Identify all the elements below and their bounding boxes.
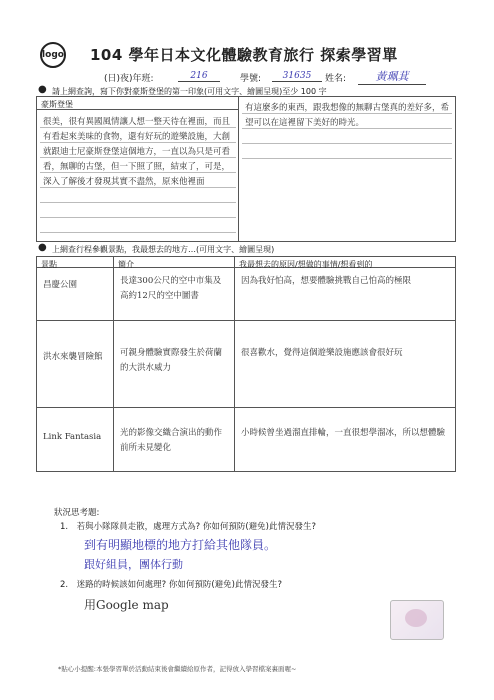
section1-right-answer[interactable]: 有這麼多的東西，跟我想像的無聊古堡真的差好多，希望可以在這裡留下美好的時光。: [242, 99, 452, 159]
table-row-1-intro[interactable]: 長達300公尺的空中市集及高約12尺的空中圖書: [120, 276, 222, 301]
table-row-1-reason[interactable]: 因為我好怕高，想要體驗挑戰自己怕高的極限: [241, 276, 412, 286]
question-1: 1. 若與小隊隊員走散，處理方式為? 你如何預防(避免)此情況發生?: [60, 522, 316, 532]
section1-left-label: 豪斯登堡: [41, 100, 73, 109]
name-label: 姓名:: [325, 74, 347, 84]
day-label: (日)夜)年班:: [104, 74, 154, 84]
sticker-decoration: [405, 609, 427, 627]
row-line-2: [36, 407, 456, 408]
answer-1-line2[interactable]: 跟好組員，團体行動: [84, 558, 183, 571]
table-header-intro: 簡介: [118, 260, 134, 269]
row-line-1: [36, 320, 456, 321]
school-logo-icon: logo: [40, 42, 66, 68]
table-header-place: 景點: [41, 260, 57, 269]
table-row-3-intro[interactable]: 光的影像交織合演出的動作前所未見變化: [120, 428, 223, 453]
bullet-icon: ●: [38, 84, 47, 95]
section1-divider: [238, 96, 239, 242]
table-row-3-reason[interactable]: 小時候曾坐過溜直排輪，一直很想學溜冰，所以想體驗: [241, 428, 446, 438]
table-row-2-reason[interactable]: 很喜歡水，覺得這個遊樂設施應該會很好玩: [241, 348, 403, 358]
section1-prompt: 請上網查詢，寫下你對豪斯登堡的第一印象(可用文字、繪圖呈現)至少 100 字: [52, 87, 327, 96]
table-row-3-place[interactable]: Link Fantasia: [43, 432, 102, 442]
table-row-1-place[interactable]: 昌慶公園: [43, 280, 78, 290]
col-divider-1: [113, 256, 114, 472]
section2-prompt: 上網查行程參觀景點，我最想去的地方…(可用文字、繪圖呈現): [52, 245, 275, 254]
footer-note: *貼心小提醒:本張學習單於活動結束後會繼續給原作者，記得放入學習檔案裏面喔~: [58, 665, 297, 673]
col-divider-2: [234, 256, 235, 472]
section3-label: 狀況思考題:: [54, 508, 100, 518]
answer-1-line1[interactable]: 到有明顯地標的地方打給其他隊員。: [84, 538, 277, 552]
section1-left-answer[interactable]: 很美，很有異國風情讓人想一整天待在裡面，而且有看起來美味的食物，還有好玩的遊樂設施，大創就跟迪士尼豪斯登堡這個地方，一直以為只是可看看，無聊的古堡，但一下照了照，結束了，可是，深入了解後才發現其實不盡然，原來他裡面: [40, 113, 236, 239]
seat-field[interactable]: 31635: [272, 71, 322, 82]
name-field[interactable]: 黃珮萁: [358, 68, 426, 85]
bullet-icon: ●: [38, 242, 47, 253]
question-2: 2. 迷路的時候該如何處理? 你如何預防(避免)此情況發生?: [60, 580, 282, 590]
answer-2[interactable]: 用Google map: [84, 598, 169, 612]
table-header-reason: 我最想去的原因/想做的事情/想看到的: [239, 260, 373, 269]
table-row-2-intro[interactable]: 可親身體驗實際發生於荷蘭的大洪水威力: [120, 348, 223, 373]
seat-label: 學號:: [240, 74, 262, 84]
class-field[interactable]: 216: [178, 71, 220, 82]
table-row-2-place[interactable]: 洪水來襲冒險館: [43, 352, 103, 362]
sticker-image: [390, 600, 444, 640]
page-title: 104 學年日本文化體驗教育旅行 探索學習單: [90, 46, 398, 64]
